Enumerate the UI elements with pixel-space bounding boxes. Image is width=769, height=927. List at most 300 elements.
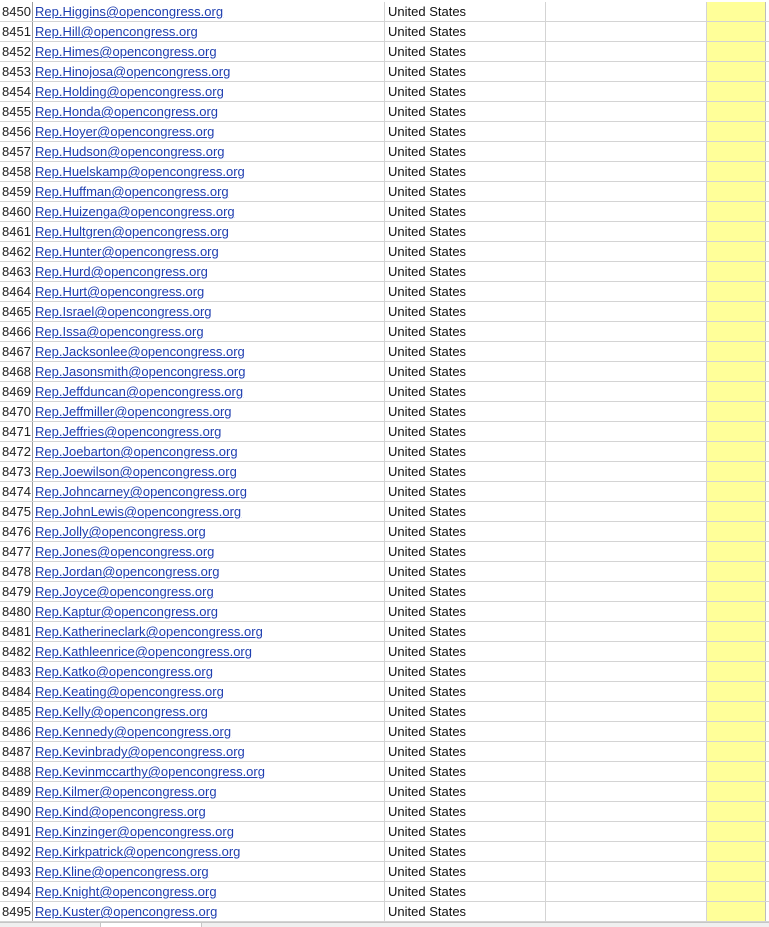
highlighted-cell[interactable]	[707, 262, 766, 281]
empty-cell[interactable]	[546, 382, 707, 401]
empty-cell[interactable]	[546, 602, 707, 621]
country-cell[interactable]: United States	[385, 102, 546, 121]
email-cell[interactable]	[33, 442, 385, 461]
empty-cell[interactable]	[546, 862, 707, 881]
empty-cell[interactable]	[546, 762, 707, 781]
highlighted-cell[interactable]	[707, 842, 766, 861]
empty-cell[interactable]	[546, 662, 707, 681]
row-number[interactable]: 8483	[0, 662, 33, 681]
row-number[interactable]: 8468	[0, 362, 33, 381]
email-link[interactable]: Rep.Johncarney@opencongress.org	[35, 484, 247, 499]
email-cell[interactable]	[33, 422, 385, 441]
empty-cell[interactable]	[546, 502, 707, 521]
row-number[interactable]: 8463	[0, 262, 33, 281]
row-number[interactable]: 8478	[0, 562, 33, 581]
email-link[interactable]: Rep.Honda@opencongress.org	[35, 104, 219, 119]
email-cell[interactable]	[33, 802, 385, 821]
email-link[interactable]: Rep.Jasonsmith@opencongress.org	[35, 364, 246, 379]
country-cell[interactable]: United States	[385, 522, 546, 541]
row-number[interactable]: 8487	[0, 742, 33, 761]
empty-cell[interactable]	[546, 482, 707, 501]
email-cell[interactable]	[33, 882, 385, 901]
email-link[interactable]: Rep.JohnLewis@opencongress.org	[35, 504, 242, 519]
empty-cell[interactable]	[546, 162, 707, 181]
highlighted-cell[interactable]	[707, 802, 766, 821]
row-number[interactable]: 8490	[0, 802, 33, 821]
empty-cell[interactable]	[546, 222, 707, 241]
email-cell[interactable]	[33, 582, 385, 601]
country-cell[interactable]: United States	[385, 742, 546, 761]
row-number[interactable]: 8482	[0, 642, 33, 661]
country-cell[interactable]: United States	[385, 322, 546, 341]
email-cell[interactable]	[33, 42, 385, 61]
email-cell[interactable]	[33, 102, 385, 121]
row-number[interactable]: 8450	[0, 2, 33, 21]
table-row	[0, 322, 769, 342]
highlighted-cell[interactable]	[707, 22, 766, 41]
email-link[interactable]: Rep.Hudson@opencongress.org	[35, 144, 225, 159]
row-number[interactable]: 8489	[0, 782, 33, 801]
email-cell[interactable]	[33, 662, 385, 681]
highlighted-cell[interactable]	[707, 282, 766, 301]
empty-cell[interactable]	[546, 122, 707, 141]
highlighted-cell[interactable]	[707, 702, 766, 721]
email-cell[interactable]	[33, 342, 385, 361]
row-number[interactable]: 8474	[0, 482, 33, 501]
email-cell[interactable]	[33, 542, 385, 561]
email-cell[interactable]	[33, 262, 385, 281]
table-row	[0, 122, 769, 142]
row-number[interactable]: 8493	[0, 862, 33, 881]
empty-cell[interactable]	[546, 202, 707, 221]
email-cell[interactable]	[33, 902, 385, 921]
email-link[interactable]: Rep.Jeffduncan@opencongress.org	[35, 384, 244, 399]
email-link[interactable]: Rep.Kelly@opencongress.org	[35, 704, 208, 719]
empty-cell[interactable]	[546, 782, 707, 801]
row-number[interactable]: 8460	[0, 202, 33, 221]
empty-cell[interactable]	[546, 802, 707, 821]
email-cell[interactable]	[33, 602, 385, 621]
country-cell[interactable]: United States	[385, 422, 546, 441]
table-row	[0, 662, 769, 682]
table-row	[0, 462, 769, 482]
email-cell[interactable]	[33, 722, 385, 741]
highlighted-cell[interactable]	[707, 622, 766, 641]
empty-cell[interactable]	[546, 422, 707, 441]
email-cell[interactable]	[33, 202, 385, 221]
empty-cell[interactable]	[546, 302, 707, 321]
email-cell[interactable]	[33, 822, 385, 841]
email-cell[interactable]	[33, 862, 385, 881]
country-cell[interactable]: United States	[385, 82, 546, 101]
highlighted-cell[interactable]	[707, 122, 766, 141]
table-row	[0, 582, 769, 602]
empty-cell[interactable]	[546, 682, 707, 701]
country-cell[interactable]: United States	[385, 482, 546, 501]
country-cell[interactable]: United States	[385, 402, 546, 421]
email-cell[interactable]	[33, 462, 385, 481]
email-cell[interactable]	[33, 742, 385, 761]
email-link[interactable]: Rep.Kind@opencongress.org	[35, 804, 206, 819]
highlighted-cell[interactable]	[707, 442, 766, 461]
row-number[interactable]: 8472	[0, 442, 33, 461]
country-cell[interactable]: United States	[385, 162, 546, 181]
row-number[interactable]: 8492	[0, 842, 33, 861]
empty-cell[interactable]	[546, 22, 707, 41]
highlighted-cell[interactable]	[707, 2, 766, 21]
empty-cell[interactable]	[546, 42, 707, 61]
empty-cell[interactable]	[546, 182, 707, 201]
empty-cell[interactable]	[546, 842, 707, 861]
country-cell[interactable]: United States	[385, 662, 546, 681]
empty-cell[interactable]	[546, 462, 707, 481]
country-cell[interactable]: United States	[385, 222, 546, 241]
email-link[interactable]: Rep.Huffman@opencongress.org	[35, 184, 229, 199]
email-link[interactable]: Rep.Knight@opencongress.org	[35, 884, 217, 899]
highlighted-cell[interactable]	[707, 382, 766, 401]
country-cell[interactable]: United States	[385, 902, 546, 921]
row-number[interactable]: 8488	[0, 762, 33, 781]
table-row	[0, 2, 769, 22]
country-cell[interactable]: United States	[385, 782, 546, 801]
email-cell[interactable]	[33, 322, 385, 341]
row-number[interactable]: 8465	[0, 302, 33, 321]
email-cell[interactable]	[33, 242, 385, 261]
email-link[interactable]: Rep.Joewilson@opencongress.org	[35, 464, 237, 479]
empty-cell[interactable]	[546, 342, 707, 361]
country-cell[interactable]: United States	[385, 142, 546, 161]
email-link[interactable]: Rep.Kathleenrice@opencongress.org	[35, 644, 252, 659]
country-cell[interactable]: United States	[385, 622, 546, 641]
email-cell[interactable]	[33, 842, 385, 861]
empty-cell[interactable]	[546, 242, 707, 261]
country-cell[interactable]: United States	[385, 542, 546, 561]
email-link[interactable]: Rep.Huelskamp@opencongress.org	[35, 164, 245, 179]
highlighted-cell[interactable]	[707, 202, 766, 221]
email-cell[interactable]	[33, 502, 385, 521]
email-cell[interactable]	[33, 782, 385, 801]
email-cell[interactable]	[33, 622, 385, 641]
table-row	[0, 562, 769, 582]
empty-cell[interactable]	[546, 902, 707, 921]
email-link[interactable]: Rep.Keating@opencongress.org	[35, 684, 224, 699]
email-cell[interactable]	[33, 82, 385, 101]
highlighted-cell[interactable]	[707, 462, 766, 481]
highlighted-cell[interactable]	[707, 482, 766, 501]
email-link[interactable]: Rep.Kevinbrady@opencongress.org	[35, 744, 245, 759]
country-cell[interactable]: United States	[385, 722, 546, 741]
row-number[interactable]: 8470	[0, 402, 33, 421]
row-number[interactable]: 8491	[0, 822, 33, 841]
highlighted-cell[interactable]	[707, 62, 766, 81]
row-number[interactable]: 8455	[0, 102, 33, 121]
empty-cell[interactable]	[546, 322, 707, 341]
email-cell[interactable]	[33, 642, 385, 661]
email-link[interactable]: Rep.Himes@opencongress.org	[35, 44, 217, 59]
row-number[interactable]: 8466	[0, 322, 33, 341]
table-row	[0, 842, 769, 862]
email-link[interactable]: Rep.Jeffmiller@opencongress.org	[35, 404, 232, 419]
row-number[interactable]: 8464	[0, 282, 33, 301]
email-link[interactable]: Rep.Katherineclark@opencongress.org	[35, 624, 263, 639]
email-link[interactable]: Rep.Kennedy@opencongress.org	[35, 724, 232, 739]
country-cell[interactable]: United States	[385, 822, 546, 841]
email-link[interactable]: Rep.Kevinmccarthy@opencongress.org	[35, 764, 265, 779]
empty-cell[interactable]	[546, 722, 707, 741]
highlighted-cell[interactable]	[707, 902, 766, 921]
country-cell[interactable]: United States	[385, 362, 546, 381]
highlighted-cell[interactable]	[707, 222, 766, 241]
empty-cell[interactable]	[546, 702, 707, 721]
email-cell[interactable]	[33, 22, 385, 41]
empty-cell[interactable]	[546, 262, 707, 281]
country-cell[interactable]: United States	[385, 262, 546, 281]
empty-cell[interactable]	[546, 742, 707, 761]
email-cell[interactable]	[33, 562, 385, 581]
email-link[interactable]: Rep.Jacksonlee@opencongress.org	[35, 344, 245, 359]
country-cell[interactable]: United States	[385, 382, 546, 401]
row-number[interactable]: 8479	[0, 582, 33, 601]
email-link[interactable]: Rep.Hill@opencongress.org	[35, 24, 198, 39]
highlighted-cell[interactable]	[707, 682, 766, 701]
email-link[interactable]: Rep.Jolly@opencongress.org	[35, 524, 206, 539]
empty-cell[interactable]	[546, 402, 707, 421]
email-link[interactable]: Rep.Jeffries@opencongress.org	[35, 424, 222, 439]
email-link[interactable]: Rep.Jones@opencongress.org	[35, 544, 215, 559]
empty-cell[interactable]	[546, 822, 707, 841]
country-cell[interactable]: United States	[385, 42, 546, 61]
highlighted-cell[interactable]	[707, 342, 766, 361]
email-cell[interactable]	[33, 222, 385, 241]
table-row	[0, 522, 769, 542]
country-cell[interactable]: United States	[385, 582, 546, 601]
email-link[interactable]: Rep.Israel@opencongress.org	[35, 304, 212, 319]
country-cell[interactable]: United States	[385, 282, 546, 301]
highlighted-cell[interactable]	[707, 82, 766, 101]
email-link[interactable]: Rep.Hultgren@opencongress.org	[35, 224, 229, 239]
email-link[interactable]: Rep.Hurd@opencongress.org	[35, 264, 208, 279]
highlighted-cell[interactable]	[707, 542, 766, 561]
email-cell[interactable]	[33, 122, 385, 141]
email-link[interactable]: Rep.Huizenga@opencongress.org	[35, 204, 235, 219]
row-number[interactable]: 8481	[0, 622, 33, 641]
row-number[interactable]: 8459	[0, 182, 33, 201]
highlighted-cell[interactable]	[707, 742, 766, 761]
highlighted-cell[interactable]	[707, 42, 766, 61]
highlighted-cell[interactable]	[707, 522, 766, 541]
country-cell[interactable]: United States	[385, 562, 546, 581]
country-cell[interactable]: United States	[385, 202, 546, 221]
email-link[interactable]: Rep.Higgins@opencongress.org	[35, 4, 224, 19]
row-number[interactable]: 8477	[0, 542, 33, 561]
email-cell[interactable]	[33, 402, 385, 421]
email-cell[interactable]	[33, 282, 385, 301]
row-number[interactable]: 8456	[0, 122, 33, 141]
highlighted-cell[interactable]	[707, 422, 766, 441]
email-link[interactable]: Rep.Kilmer@opencongress.org	[35, 784, 217, 799]
table-row	[0, 822, 769, 842]
email-link[interactable]: Rep.Kaptur@opencongress.org	[35, 604, 219, 619]
highlighted-cell[interactable]	[707, 882, 766, 901]
highlighted-cell[interactable]	[707, 642, 766, 661]
country-cell[interactable]: United States	[385, 702, 546, 721]
email-link[interactable]: Rep.Joyce@opencongress.org	[35, 584, 214, 599]
highlighted-cell[interactable]	[707, 322, 766, 341]
highlighted-cell[interactable]	[707, 402, 766, 421]
highlighted-cell[interactable]	[707, 242, 766, 261]
country-cell[interactable]: United States	[385, 762, 546, 781]
row-number[interactable]: 8453	[0, 62, 33, 81]
empty-cell[interactable]	[546, 62, 707, 81]
country-cell[interactable]: United States	[385, 22, 546, 41]
row-number[interactable]: 8480	[0, 602, 33, 621]
highlighted-cell[interactable]	[707, 102, 766, 121]
table-row	[0, 862, 769, 882]
email-link[interactable]: Rep.Hurt@opencongress.org	[35, 284, 205, 299]
empty-cell[interactable]	[546, 102, 707, 121]
email-link[interactable]: Rep.Kline@opencongress.org	[35, 864, 209, 879]
row-number[interactable]: 8471	[0, 422, 33, 441]
country-cell[interactable]: United States	[385, 242, 546, 261]
country-cell[interactable]: United States	[385, 442, 546, 461]
empty-cell[interactable]	[546, 442, 707, 461]
empty-cell[interactable]	[546, 622, 707, 641]
email-cell[interactable]	[33, 702, 385, 721]
email-link[interactable]: Rep.Kinzinger@opencongress.org	[35, 824, 234, 839]
highlighted-cell[interactable]	[707, 182, 766, 201]
table-row	[0, 302, 769, 322]
country-cell[interactable]: United States	[385, 462, 546, 481]
row-number[interactable]: 8454	[0, 82, 33, 101]
email-cell[interactable]	[33, 142, 385, 161]
table-row	[0, 702, 769, 722]
table-row	[0, 202, 769, 222]
country-cell[interactable]: United States	[385, 682, 546, 701]
country-cell[interactable]: United States	[385, 602, 546, 621]
country-cell[interactable]: United States	[385, 862, 546, 881]
email-cell[interactable]	[33, 182, 385, 201]
empty-cell[interactable]	[546, 642, 707, 661]
email-link[interactable]: Rep.Joebarton@opencongress.org	[35, 444, 238, 459]
empty-cell[interactable]	[546, 562, 707, 581]
email-cell[interactable]	[33, 2, 385, 21]
highlighted-cell[interactable]	[707, 782, 766, 801]
highlighted-cell[interactable]	[707, 662, 766, 681]
country-cell[interactable]: United States	[385, 182, 546, 201]
table-row	[0, 722, 769, 742]
highlighted-cell[interactable]	[707, 722, 766, 741]
country-cell[interactable]: United States	[385, 642, 546, 661]
row-number[interactable]: 8495	[0, 902, 33, 921]
highlighted-cell[interactable]	[707, 502, 766, 521]
row-number[interactable]: 8469	[0, 382, 33, 401]
table-row	[0, 642, 769, 662]
table-row	[0, 882, 769, 902]
row-number[interactable]: 8485	[0, 702, 33, 721]
row-number[interactable]: 8451	[0, 22, 33, 41]
row-number[interactable]: 8494	[0, 882, 33, 901]
email-link[interactable]: Rep.Kirkpatrick@opencongress.org	[35, 844, 241, 859]
table-row	[0, 82, 769, 102]
highlighted-cell[interactable]	[707, 822, 766, 841]
highlighted-cell[interactable]	[707, 162, 766, 181]
empty-cell[interactable]	[546, 362, 707, 381]
country-cell[interactable]: United States	[385, 842, 546, 861]
email-cell[interactable]	[33, 362, 385, 381]
table-row	[0, 142, 769, 162]
country-cell[interactable]: United States	[385, 882, 546, 901]
email-cell[interactable]	[33, 162, 385, 181]
email-cell[interactable]	[33, 382, 385, 401]
email-link[interactable]: Rep.Hinojosa@opencongress.org	[35, 64, 231, 79]
email-link[interactable]: Rep.Hoyer@opencongress.org	[35, 124, 215, 139]
email-link[interactable]: Rep.Jordan@opencongress.org	[35, 564, 220, 579]
highlighted-cell[interactable]	[707, 582, 766, 601]
row-number[interactable]: 8462	[0, 242, 33, 261]
table-row	[0, 222, 769, 242]
row-number[interactable]: 8452	[0, 42, 33, 61]
highlighted-cell[interactable]	[707, 562, 766, 581]
empty-cell[interactable]	[546, 82, 707, 101]
row-number[interactable]: 8476	[0, 522, 33, 541]
row-number[interactable]: 8467	[0, 342, 33, 361]
email-link[interactable]: Rep.Issa@opencongress.org	[35, 324, 204, 339]
country-cell[interactable]: United States	[385, 62, 546, 81]
highlighted-cell[interactable]	[707, 602, 766, 621]
email-cell[interactable]	[33, 302, 385, 321]
row-number[interactable]: 8484	[0, 682, 33, 701]
email-link[interactable]: Rep.Holding@opencongress.org	[35, 84, 224, 99]
row-number[interactable]: 8473	[0, 462, 33, 481]
highlighted-cell[interactable]	[707, 862, 766, 881]
country-cell[interactable]: United States	[385, 122, 546, 141]
email-cell[interactable]	[33, 482, 385, 501]
empty-cell[interactable]	[546, 142, 707, 161]
country-cell[interactable]: United States	[385, 342, 546, 361]
table-row	[0, 482, 769, 502]
empty-cell[interactable]	[546, 882, 707, 901]
highlighted-cell[interactable]	[707, 302, 766, 321]
empty-cell[interactable]	[546, 582, 707, 601]
email-link[interactable]: Rep.Katko@opencongress.org	[35, 664, 213, 679]
row-number[interactable]: 8461	[0, 222, 33, 241]
country-cell[interactable]: United States	[385, 802, 546, 821]
table-row	[0, 802, 769, 822]
country-cell[interactable]: United States	[385, 302, 546, 321]
highlighted-cell[interactable]	[707, 362, 766, 381]
empty-cell[interactable]	[546, 522, 707, 541]
row-number[interactable]: 8486	[0, 722, 33, 741]
email-cell[interactable]	[33, 62, 385, 81]
highlighted-cell[interactable]	[707, 142, 766, 161]
country-cell[interactable]: United States	[385, 2, 546, 21]
email-link[interactable]: Rep.Kuster@opencongress.org	[35, 904, 218, 919]
table-row	[0, 342, 769, 362]
row-number[interactable]: 8457	[0, 142, 33, 161]
highlighted-cell[interactable]	[707, 762, 766, 781]
email-cell[interactable]	[33, 762, 385, 781]
empty-cell[interactable]	[546, 282, 707, 301]
email-cell[interactable]	[33, 682, 385, 701]
sheet-tab[interactable]	[100, 923, 202, 927]
email-link[interactable]: Rep.Hunter@opencongress.org	[35, 244, 219, 259]
empty-cell[interactable]	[546, 2, 707, 21]
row-number[interactable]: 8475	[0, 502, 33, 521]
row-number[interactable]: 8458	[0, 162, 33, 181]
country-cell[interactable]: United States	[385, 502, 546, 521]
empty-cell[interactable]	[546, 542, 707, 561]
email-cell[interactable]	[33, 522, 385, 541]
